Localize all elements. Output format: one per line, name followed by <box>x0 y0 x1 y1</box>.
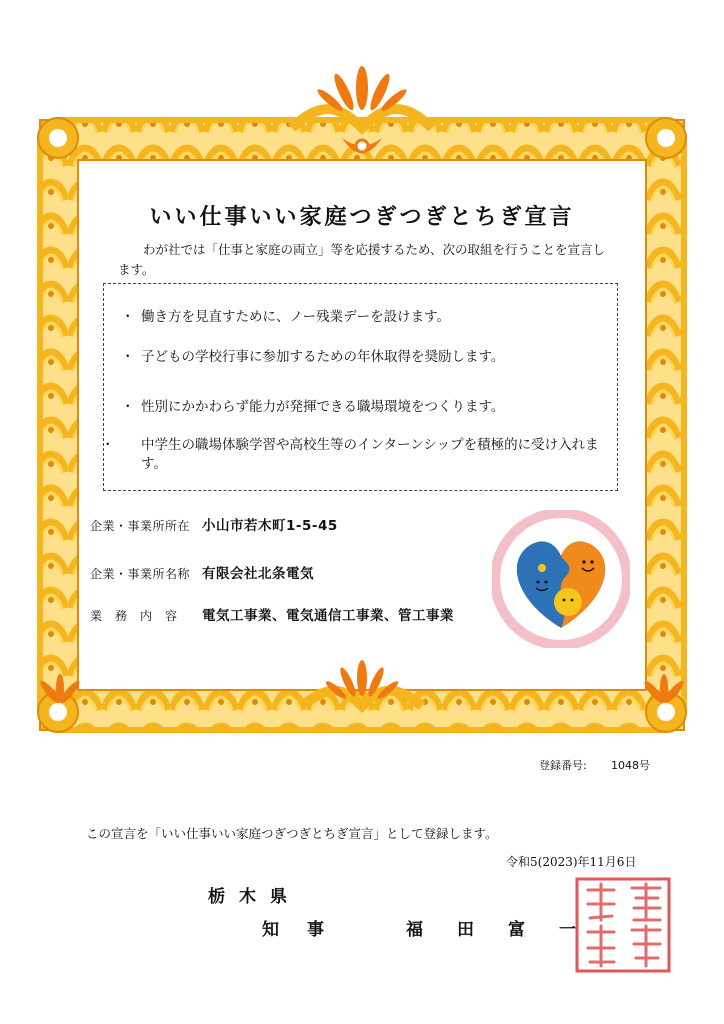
governor-name: 福田富一 <box>406 920 610 940</box>
company-address-row <box>90 514 338 534</box>
prefecture-name: 栃木県 <box>208 887 301 907</box>
intro-text: わが社では「仕事と家庭の両立」等を応援するため、次の取組を行うことを宣言します。 <box>118 242 606 277</box>
registration-label: 登録番号: <box>539 759 587 772</box>
registration-number: 1048号 <box>611 759 650 772</box>
issue-date: 令和5(2023)年11月6日 <box>506 855 637 869</box>
commitment-item: ・ 子どもの学校行事に参加するための年休取得を奨励します。 <box>121 349 505 365</box>
address-value: 小山市若木町1-5-45 <box>202 518 338 534</box>
certificate-title: いい仕事いい家庭つぎつぎとちぎ宣言 <box>149 205 575 230</box>
commitment-box <box>103 283 618 491</box>
business-label: 業 務 内 容 <box>90 609 178 623</box>
commitment-item: ・ 働き方を見直すために、ノー残業デーを設けます。 <box>121 309 451 325</box>
registration-statement: この宣言を「いい仕事いい家庭つぎつぎとちぎ宣言」として登録します。 <box>86 826 498 841</box>
program-heart-logo <box>492 510 630 648</box>
business-row <box>90 604 454 624</box>
commitment-item: ・ 中学生の職場体験学習や高校生等のインターンシップを積極的に受け入れます。 <box>101 437 599 472</box>
company-name-row <box>90 562 314 582</box>
bullet: ・ <box>121 309 135 325</box>
official-seal <box>574 876 672 974</box>
address-label: 企業・事業所所在 <box>90 519 191 533</box>
governor-title: 知事 <box>262 920 352 940</box>
bullet: ・ <box>121 399 135 415</box>
bullet: ・ <box>121 349 135 365</box>
name-value: 有限会社北条電気 <box>202 566 314 582</box>
business-value: 電気工事業、電気通信工事業、管工事業 <box>202 608 454 624</box>
bullet: ・ <box>101 437 115 453</box>
name-label: 企業・事業所名称 <box>90 567 191 581</box>
commitment-item: ・ 性別にかかわらず能力が発揮できる職場環境をつくります。 <box>121 399 505 415</box>
